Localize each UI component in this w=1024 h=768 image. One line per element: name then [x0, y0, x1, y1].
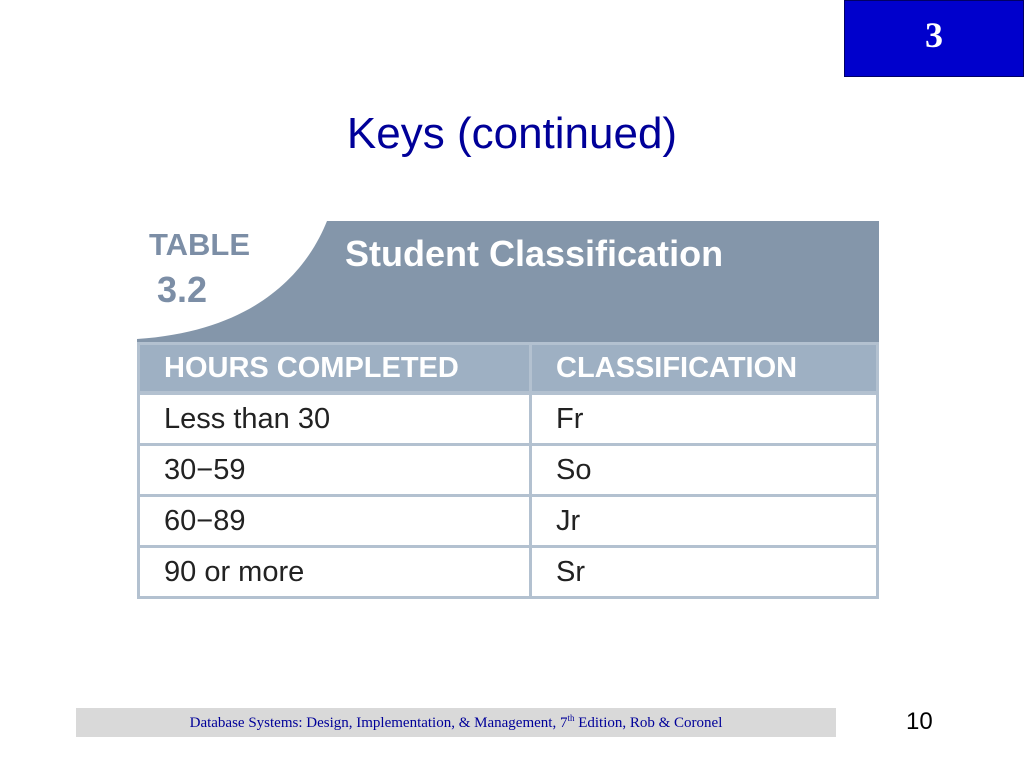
table-row: [139, 393, 878, 445]
classification-cell: Sr: [531, 547, 878, 598]
table-row: [139, 496, 878, 547]
table-title: Student Classification: [345, 233, 724, 274]
table-label: TABLE: [149, 227, 251, 262]
footer-text-main: Database Systems: Design, Implementation, & Management, 7: [189, 715, 568, 731]
table-figure: [137, 221, 879, 598]
footer-superscript: th: [567, 713, 575, 723]
table-number: 3.2: [157, 269, 208, 310]
hours-cell: 30−59: [139, 445, 531, 496]
classification-cell: So: [531, 445, 878, 496]
chapter-number: 3: [925, 14, 943, 55]
footer-text-end: Edition, Rob & Coronel: [574, 715, 723, 731]
column-header-classification: CLASSIFICATION: [531, 344, 878, 394]
slide-title: Keys (continued): [346, 109, 678, 158]
chapter-badge: [844, 0, 1024, 77]
hours-cell: 60−89: [139, 496, 531, 547]
classification-cell: Fr: [531, 393, 878, 445]
table-row: [139, 547, 878, 598]
page-number: 10: [906, 708, 933, 735]
footer-bar: [76, 708, 836, 737]
column-header-hours: HOURS COMPLETED: [139, 344, 531, 394]
footer-citation: [190, 713, 723, 732]
hours-cell: 90 or more: [139, 547, 531, 598]
classification-table: [137, 342, 879, 599]
hours-cell: Less than 30: [139, 393, 531, 445]
table-header-band: [137, 221, 879, 342]
table-row: [139, 445, 878, 496]
table-header-row: [139, 344, 878, 394]
classification-cell: Jr: [531, 496, 878, 547]
